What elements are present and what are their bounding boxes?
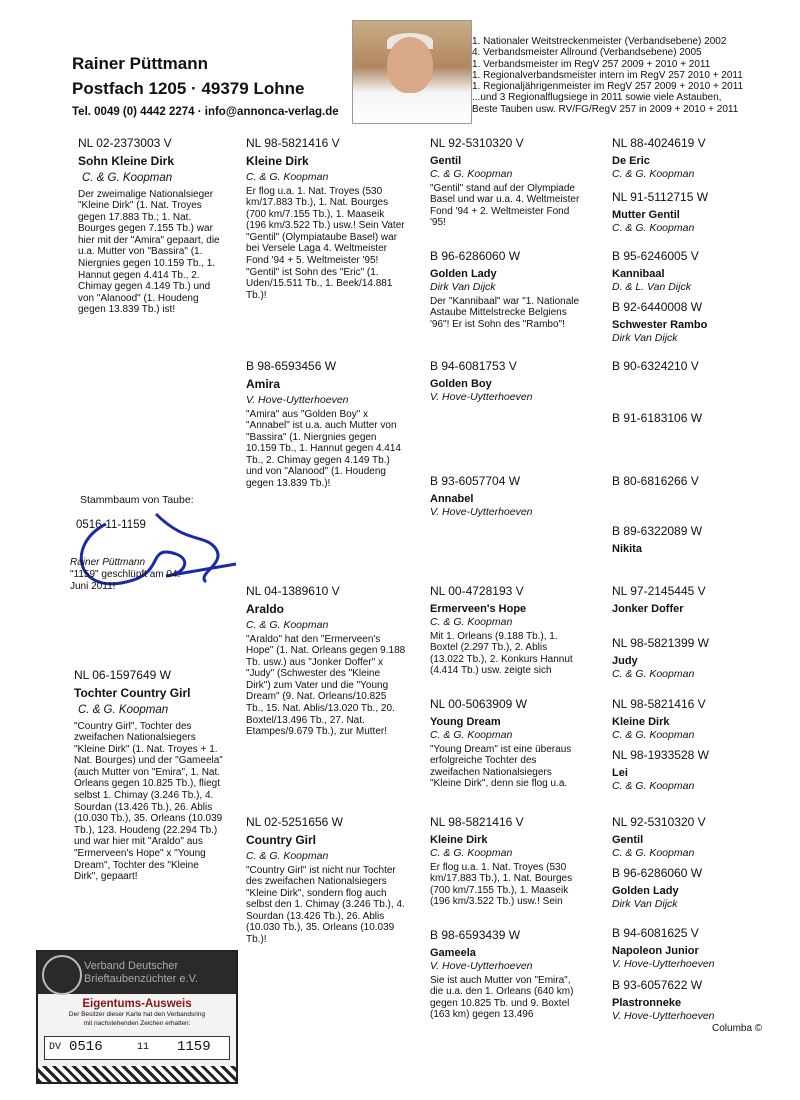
card-ring-number	[44, 1036, 230, 1060]
pigeon-name: Kleine Dirk	[246, 154, 309, 168]
owner-name: C. & G. Koopman	[430, 616, 513, 628]
card-org-line: Brieftaubenzüchter e.V.	[84, 973, 198, 985]
title-line: 1. Regionalverbandsmeister intern im RegV 257 2010 + 2011	[472, 69, 743, 81]
pedigree-entry-dam	[246, 359, 406, 490]
pedigree-label: Stammbaum von Taube:	[80, 494, 194, 506]
pedigree-entry-subject-sire	[78, 136, 226, 316]
ownership-card	[36, 950, 238, 1084]
hatch-note: "1159" geschlüpft am 04. Juni 2011!	[70, 569, 181, 592]
owner-name: V. Hove-Uytterhoeven	[612, 958, 715, 970]
ring-number: NL 91-5112715 W	[612, 190, 709, 204]
pedigree-entry-granddam	[430, 249, 580, 330]
pedigree-entry-ancestor	[612, 697, 762, 742]
pigeon-name: Golden Boy	[430, 378, 492, 390]
breeder-address: Postfach 1205 · 49379 Lohne	[72, 79, 305, 98]
ring-number: B 89-6322089 W	[612, 524, 703, 538]
ring-number: B 90-6324210 V	[612, 359, 699, 373]
card-org	[84, 960, 198, 986]
description: "Country Girl" ist nicht nur Tochter des zweifachen Nationalsiegers "Kleine Dirk", sondern flog auch selbst den 1. Chimay (3.246 Tb.), 4. Sourdan (13.426 Tb.), 26. Ablis (10.030 Tb.), 35. Orleans (10.039 Tb.)!	[246, 864, 405, 946]
ring-number: B 98-6593456 W	[246, 359, 337, 373]
pedigree-entry-grandsire	[430, 584, 580, 677]
description: Sie ist auch Mutter von "Emira", die u.a. den 1. Orleans (640 km) gegen 10.825 Tb. und 9. Boxtel (163 km) gegen 13.496	[430, 974, 574, 1021]
card-pattern	[38, 1066, 236, 1082]
pedigree-entry-granddam	[430, 928, 580, 1021]
pedigree-entry-ancestor	[612, 190, 762, 235]
card-num3: 1159	[177, 1039, 211, 1055]
owner-name: D. & L. Van Dijck	[612, 281, 691, 293]
pigeon-name: Gentil	[430, 155, 462, 167]
ring-number: NL 98-5821416 V	[246, 136, 340, 150]
pigeon-name: Kleine Dirk	[612, 716, 670, 728]
owner-name: C. & G. Koopman	[612, 668, 695, 680]
pedigree-entry-dam	[246, 815, 406, 946]
owner-name: Dirk Van Dijck	[612, 898, 678, 910]
pedigree-entry-sire	[246, 584, 406, 738]
pedigree-entry-ancestor	[612, 926, 762, 971]
ring-number: NL 02-2373003 V	[78, 136, 172, 150]
pedigree-entry-ancestor	[612, 474, 762, 493]
description: Der zweimalige Nationalsieger "Kleine Dirk" (1. Nat. Troyes gegen 17.883 Tb.; 1. Nat. Bourges gegen 7.155 Tb.) war hier mit der "Amira" gepaart, die u.a. Mutter von "Bassira" (1. Niergnies gegen 10.159 Tb., 1. Hannut gegen 4.414 Tb., 2. Chimay gegen 4.149 Tb.) und von "Alanood" (1. Houdeng gegen 13.839 Tb.) ist!	[78, 188, 220, 316]
pigeon-name: Gentil	[612, 834, 644, 846]
signature-name: Rainer Püttmann	[70, 557, 146, 568]
pigeon-name: Golden Lady	[430, 268, 497, 280]
owner-name: C. & G. Koopman	[430, 729, 513, 741]
pigeon-name: Araldo	[246, 602, 285, 616]
pedigree-entry-ancestor	[612, 748, 762, 793]
ring-number: NL 00-4728193 V	[430, 584, 524, 598]
owner-name: C. & G. Koopman	[612, 780, 695, 792]
pigeon-name: Jonker Doffer	[612, 603, 684, 615]
card-header	[38, 952, 236, 994]
photo-face	[387, 37, 433, 93]
ring-number: NL 98-5821416 V	[612, 697, 706, 711]
ring-number: B 94-6081753 V	[430, 359, 517, 373]
pigeon-name: Nikita	[612, 543, 642, 555]
ring-number: NL 98-5821399 W	[612, 636, 709, 650]
pedigree-entry-granddam	[430, 474, 580, 519]
owner-name: C. & G. Koopman	[612, 222, 695, 234]
ring-number: B 95-6246005 V	[612, 249, 699, 263]
title-line: ...und 3 Regionalflugsiege in 2011 sowie viele Astauben,	[472, 92, 722, 104]
pigeon-name: Judy	[612, 655, 638, 667]
owner-name: C. & G. Koopman	[246, 619, 329, 631]
owner-name: V. Hove-Uytterhoeven	[612, 1010, 715, 1022]
pigeon-name: Kannibaal	[612, 268, 665, 280]
ring-number: NL 00-5063909 W	[430, 697, 527, 711]
owner-name: C. & G. Koopman	[612, 847, 695, 859]
description: "Gentil" stand auf der Olympiade Basel und war u.a. 4. Weltmeister Fond '94 + 2. Weltmeister Fond '95!	[430, 182, 580, 229]
ring-number: NL 02-5251656 W	[246, 815, 343, 829]
pigeon-name: Gameela	[430, 947, 476, 959]
pigeon-name: Lei	[612, 767, 628, 779]
description: "Young Dream" ist eine überaus erfolgreiche Tochter des zweifachen Nationalsiegers "Kleine Dirk", denn sie flog u.a.	[430, 743, 572, 790]
pigeon-name: Sohn Kleine Dirk	[78, 154, 175, 168]
breeder-photo	[352, 20, 472, 124]
pedigree-entry-ancestor	[612, 636, 762, 681]
card-small-text: Der Besitzer dieser Karte hat den Verbandsring	[68, 1011, 206, 1018]
pedigree-entry-grandsire	[430, 815, 580, 908]
ring-number: NL 97-2145445 V	[612, 584, 706, 598]
card-num1: 0516	[69, 1039, 103, 1055]
description: Der "Kannibaal" war "1. Nationale Astaube Mittelstrecke Belgiens '96"! Er ist Sohn des "Rambo"!	[430, 295, 580, 330]
description: "Country Girl", Tochter des zweifachen Nationalsiegers "Kleine Dirk" (1. Nat. Troyes + 1. Nat. Bourges) und der "Gameela" (auch Mutter von "Emira", 1. Nat. Orleans gegen 10.825 Tb.), fliegt selbst 1. Chimay (3.246 Tb.), 4. Sourdan (13.426 Tb.), 26. Ablis (10.030 Tb.), 35. Orleans (10.039 Tb.), 123. Houdeng (22.294 Tb.) und war hier mit "Araldo" aus "Ermerveen's Hope" x "Young Dream", Tochter des "Kleine Dirk", gepaart!	[74, 720, 223, 883]
ring-number: B 93-6057704 W	[430, 474, 521, 488]
pedigree-entry-granddam	[430, 697, 580, 790]
pedigree-entry-ancestor	[612, 584, 762, 616]
owner-name: V. Hove-Uytterhoeven	[430, 506, 533, 518]
credit-text: Columba ©	[712, 1023, 763, 1034]
breeder-contact: Tel. 0049 (0) 4442 2274 · info@annonca-verlag.de	[72, 106, 339, 118]
pedigree-entry-sire	[246, 136, 406, 301]
ring-number: NL 92-5310320 V	[612, 815, 706, 829]
pigeon-name: Amira	[246, 377, 281, 391]
pigeon-name: Schwester Rambo	[612, 319, 708, 331]
ring-number: NL 06-1597649 W	[74, 668, 171, 682]
owner-name: C. & G. Koopman	[246, 850, 329, 862]
owner-name: C. & G. Koopman	[246, 171, 329, 183]
description: "Amira" aus "Golden Boy" x "Annabel" ist u.a. auch Mutter von "Bassira" (1. Niergnies gegen 10.159 Tb., 1. Hannut gegen 4.414 Tb., 2. Chimay gegen 4.149 Tb.) und von "Alanood" (1. Houdeng gegen 13.839 Tb.)!	[246, 408, 401, 490]
ring-number: NL 88-4024619 V	[612, 136, 706, 150]
description: Mit 1. Orleans (9.188 Tb.), 1. Boxtel (2.297 Tb.), 2. Ablis (13.022 Tb.), 2. Konkurs Hannut (4.414 Tb.) usw. zeigte sich	[430, 630, 573, 677]
ring-number: B 80-6816266 V	[612, 474, 699, 488]
breeder-name: Rainer Püttmann	[72, 54, 209, 73]
ring-number: NL 92-5310320 V	[430, 136, 524, 150]
owner-name: Dirk Van Dijck	[430, 281, 496, 293]
title-line: 4. Verbandsmeister Allround (Verbandsebene) 2005	[472, 47, 702, 59]
pigeon-name: Plastronneke	[612, 997, 682, 1009]
ring-number: B 96-6286060 W	[430, 249, 521, 263]
ring-number: NL 04-1389610 V	[246, 584, 340, 598]
description: Er flog u.a. 1. Nat. Troyes (530 km/17.883 Tb.), 1. Nat. Bourges (700 km/7.155 Tb.), 1. Maaseik (196 km/3.522 Tb.) usw.! Sein Vater "Gentil" (Olympiataube Basel) war bei Versele Laga 4. Weltmeister Fond '94 + 5. Weltmeister '95! "Gentil" ist Sohn des "Eric" (1. Uden/15.511 Tb., 1. Beek/14.881 Tb.)!	[246, 185, 405, 301]
owner-name: C. & G. Koopman	[612, 729, 695, 741]
pigeon-name: Kleine Dirk	[430, 834, 488, 846]
description: Er flog u.a. 1. Nat. Troyes (530 km/17.883 Tb.), 1. Nat. Bourges (700 km/7.155 Tb.), 1. Maaseik (196 km/3.522 Tb.) usw.! Sein	[430, 861, 573, 908]
signature-note	[70, 557, 190, 593]
owner-name: C. & G. Koopman	[78, 704, 169, 716]
owner-name: C. & G. Koopman	[82, 172, 173, 184]
title-line: 1. Verbandsmeister im RegV 257 2009 + 2010 + 2011	[472, 58, 711, 70]
owner-name: C. & G. Koopman	[612, 168, 695, 180]
pigeon-name: Annabel	[430, 493, 474, 505]
card-org-line: Verband Deutscher	[84, 960, 179, 972]
card-small-text: mit nachstehenden Zeichen erhalten:	[83, 1020, 191, 1027]
pedigree-entry-ancestor	[612, 136, 762, 181]
ring-number: B 91-6183106 W	[612, 411, 703, 425]
pedigree-entry-ancestor	[612, 815, 762, 860]
ring-number: B 94-6081625 V	[612, 926, 699, 940]
pedigree-entry-subject-dam	[74, 668, 224, 883]
pedigree-entry-ancestor	[612, 300, 762, 345]
pigeon-name: Napoleon Junior	[612, 945, 699, 957]
pedigree-entry-grandsire	[430, 136, 580, 229]
owner-name: C. & G. Koopman	[430, 847, 513, 859]
owner-name: V. Hove-Uytterhoeven	[430, 391, 533, 403]
pedigree-entry-grandsire	[430, 359, 580, 404]
pedigree-entry-ancestor	[612, 978, 762, 1023]
card-num2: 11	[137, 1042, 150, 1053]
pigeon-name: Mutter Gentil	[612, 209, 680, 221]
description: "Araldo" hat den "Ermerveen's Hope" (1. Nat. Orleans gegen 9.188 Tb. usw.) aus "Jonker Doffer" x "Judy" (Schwester des "Kleine Dirk") zum Vater und die "Young Dream" (9. Nat. Orleans/10.825 Tb., 15. Nat. Ablis/13.020 Tb., 20. Boxtel/13.496 Tb., 27. Nat. Etampes/9.679 Tb.), zur Mutter!	[246, 633, 406, 738]
pigeon-name: De Eric	[612, 155, 650, 167]
pedigree-entry-ancestor	[612, 249, 762, 294]
ring-number: B 96-6286060 W	[612, 866, 703, 880]
card-title: Eigentums-Ausweis	[82, 998, 192, 1010]
pigeon-name: Country Girl	[246, 833, 317, 847]
ring-number: B 98-6593439 W	[430, 928, 521, 942]
pedigree-entry-ancestor	[612, 411, 762, 430]
owner-name: C. & G. Koopman	[430, 168, 513, 180]
ring-number: B 92-6440008 W	[612, 300, 703, 314]
pedigree-entry-ancestor	[612, 359, 762, 378]
owner-name: V. Hove-Uytterhoeven	[246, 394, 349, 406]
pedigree-entry-ancestor	[612, 524, 762, 556]
owner-name: V. Hove-Uytterhoeven	[430, 960, 533, 972]
pigeon-name: Young Dream	[430, 716, 501, 728]
pigeon-logo-icon	[42, 955, 82, 995]
pigeon-name: Tochter Country Girl	[74, 686, 191, 700]
ring-number: B 93-6057622 W	[612, 978, 703, 992]
title-line: Beste Tauben usw. RV/FG/RegV 257 in 2009 + 2010 + 2011	[472, 103, 739, 115]
title-line: 1. Nationaler Weitstreckenmeister (Verbandsebene) 2002	[472, 36, 727, 47]
pedigree-ring: 0516-11-1159	[76, 519, 146, 531]
ring-number: NL 98-1933528 W	[612, 748, 709, 762]
titles-list	[472, 36, 790, 115]
pigeon-name: Golden Lady	[612, 885, 679, 897]
pigeon-name: Ermerveen's Hope	[430, 603, 527, 615]
ring-number: NL 98-5821416 V	[430, 815, 524, 829]
pedigree-entry-ancestor	[612, 866, 762, 911]
title-line: 1. Regionaljährigenmeister im RegV 257 2009 + 2010 + 2011	[472, 81, 744, 93]
card-prefix: DV	[49, 1042, 62, 1053]
owner-name: Dirk Van Dijck	[612, 332, 678, 344]
